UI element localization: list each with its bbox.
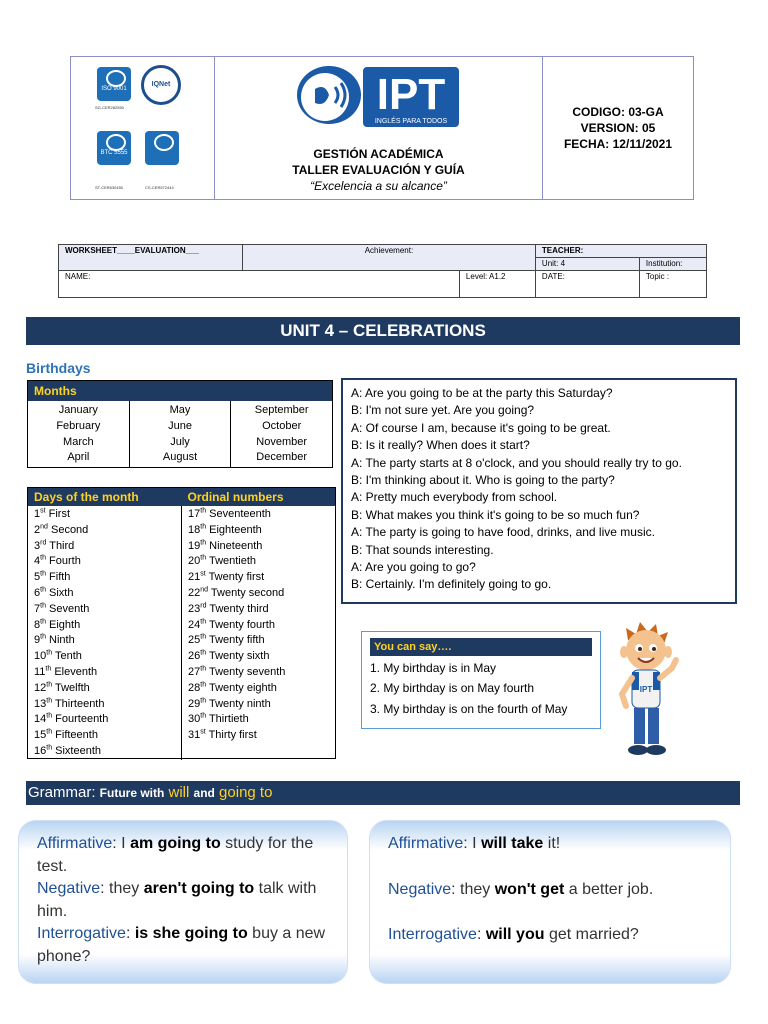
- dialog-line: B: What makes you think it's going to be so much fun?: [351, 507, 640, 522]
- ordinal-number: 3: [34, 539, 41, 552]
- ordinal-word: Twentieth: [208, 555, 257, 568]
- ordinal-suffix: st: [40, 507, 46, 515]
- example-text: : I: [463, 835, 482, 852]
- ordinal-suffix: th: [46, 696, 53, 704]
- ordinal-suffix: th: [40, 617, 46, 625]
- months-table: [27, 380, 333, 468]
- say-line: 2. My birthday is on May fourth: [370, 681, 535, 696]
- ordinal-word: Twenty fifth: [208, 634, 265, 647]
- ordinal-number: 18: [188, 523, 201, 536]
- ordinal-row: [34, 744, 181, 760]
- ordinal-suffix: nd: [40, 523, 48, 531]
- ordinal-suffix: rd: [40, 538, 47, 546]
- say-line: 1. My birthday is in May: [370, 661, 497, 675]
- going-to-examples-box: [18, 820, 348, 984]
- example-text: study for the test.: [37, 835, 314, 875]
- ordinal-word: Fifth: [49, 571, 71, 584]
- example-text: : they: [451, 880, 495, 898]
- ordinal-suffix: th: [200, 712, 207, 720]
- ordinals-header: [28, 488, 335, 506]
- months-column: [130, 401, 232, 467]
- months-column: [28, 401, 130, 467]
- month-name: June: [168, 419, 192, 432]
- ordinal-word: Twenty fourth: [208, 618, 275, 631]
- ordinal-suffix: th: [46, 649, 53, 657]
- example-bold: won't get: [494, 880, 565, 898]
- ordinals-grid: [28, 506, 335, 760]
- ordinal-suffix: th: [200, 538, 207, 546]
- ordinal-suffix: th: [200, 665, 207, 673]
- month-name: February: [56, 419, 101, 432]
- ordinal-word: Twenty seventh: [208, 665, 286, 678]
- ordinal-suffix: th: [40, 633, 46, 641]
- ordinal-word: Eleventh: [54, 665, 98, 678]
- affirmative-label: Affirmative: [388, 835, 464, 852]
- ordinal-row: [34, 618, 181, 634]
- example-text: talk with him.: [37, 880, 317, 920]
- ordinal-number: 10: [34, 650, 47, 663]
- dialog-box: [341, 378, 737, 604]
- mascot-shirt-text: IPT: [639, 685, 653, 694]
- ordinal-number: 12: [34, 681, 47, 694]
- ordinal-number: 24: [188, 618, 201, 631]
- ordinal-word: Twenty sixth: [208, 650, 270, 663]
- ordinal-word: Twenty ninth: [208, 697, 271, 710]
- icontec-iso-logo: [97, 67, 131, 101]
- months-grid: [28, 401, 332, 467]
- ordinal-word: Eighth: [49, 618, 81, 631]
- header-slogan: “Excelencia a su alcance”: [310, 179, 447, 193]
- document-codes: [543, 57, 693, 199]
- ordinal-row: [188, 618, 335, 634]
- ordinal-word: Sixth: [49, 586, 74, 599]
- ordinal-word: Fifteenth: [55, 729, 98, 742]
- ordinal-word: Eighteenth: [209, 523, 262, 536]
- institution-field[interactable]: Institution:: [639, 258, 706, 271]
- month-name: September: [254, 404, 309, 416]
- ordinal-number: 2: [34, 523, 41, 536]
- ordinal-row: [188, 633, 335, 649]
- header-line-1: GESTIÓN ACADÉMICA: [313, 147, 444, 161]
- ordinal-row: [188, 697, 335, 713]
- ordinal-word: Seventh: [49, 602, 90, 615]
- achievement-field[interactable]: Achievement:: [243, 245, 536, 271]
- grammar-label: Grammar:: [28, 784, 96, 801]
- ordinal-row: [34, 728, 181, 744]
- ordinal-word: Thirteenth: [54, 697, 105, 710]
- birthdays-heading: Birthdays: [26, 360, 91, 376]
- month-name: January: [58, 404, 98, 416]
- ordinal-row: [188, 728, 335, 744]
- worksheet-field[interactable]: WORKSHEET____EVALUATION___: [59, 245, 243, 271]
- ordinal-suffix: th: [200, 554, 207, 562]
- grammar-will: will: [168, 784, 190, 801]
- affirmative-example: [388, 833, 712, 856]
- cert-caption: BTC 5555: [100, 150, 128, 156]
- ordinal-row: [34, 586, 181, 602]
- negative-example: [388, 879, 712, 902]
- ordinal-row: [188, 523, 335, 539]
- header-center: [215, 57, 543, 199]
- ordinal-row: [34, 539, 181, 555]
- header-line-2: TALLER EVALUACIÓN Y GUÍA: [292, 163, 465, 177]
- ordinal-word: Twenty first: [208, 571, 265, 584]
- example-text: get married?: [544, 926, 639, 943]
- cert-code: CS-CER572444: [145, 185, 174, 190]
- ordinal-row: [188, 554, 335, 570]
- ordinal-suffix: th: [45, 665, 52, 673]
- month-name: August: [162, 451, 198, 464]
- example-bold: is she going to: [134, 925, 248, 942]
- ordinal-number: 1: [34, 508, 41, 520]
- dialog-line: A: Pretty much everybody from school.: [351, 490, 558, 505]
- ordinal-suffix: st: [200, 728, 206, 736]
- dialog-line: A: Are you going to go?: [351, 560, 476, 575]
- dialog-line: B: Certainly. I'm definitely going to go.: [351, 577, 552, 592]
- interrogative-label: Interrogative: [388, 926, 477, 943]
- example-text: :: [476, 926, 486, 943]
- icontec-ntc-logo: [97, 131, 131, 165]
- ordinal-suffix: st: [200, 570, 206, 578]
- ordinal-number: 26: [188, 650, 201, 663]
- ordinal-suffix: th: [40, 570, 46, 578]
- ordinal-number: 14: [34, 713, 47, 726]
- ordinal-suffix: th: [46, 712, 53, 720]
- ordinal-word: Seventeenth: [209, 508, 271, 520]
- cert-code: SG-CER282550: [95, 105, 124, 110]
- month-name: October: [262, 419, 302, 432]
- grammar-and: and: [193, 786, 215, 800]
- ordinals-table: [27, 487, 336, 759]
- cert-code: ST-CER630450: [95, 185, 124, 190]
- ordinal-row: [188, 586, 335, 602]
- ordinal-numbers-header: Ordinal numbers: [187, 490, 284, 504]
- ordinal-number: 15: [34, 729, 47, 742]
- example-bold: aren't going to: [143, 880, 255, 897]
- icontec-services-logo: [145, 131, 179, 165]
- ordinal-word: Fourteenth: [55, 713, 109, 726]
- ordinal-row: [34, 697, 181, 713]
- ordinal-number: 5: [34, 571, 41, 584]
- example-text: buy a new phone?: [37, 925, 326, 965]
- ordinal-word: Nineteenth: [209, 539, 263, 552]
- dialog-line: A: Of course I am, because it's going to be great.: [351, 420, 611, 435]
- ipt-logo: [295, 65, 463, 129]
- ordinal-suffix: th: [200, 507, 207, 515]
- example-text: : I: [112, 835, 131, 852]
- ordinal-word: Fourth: [49, 555, 81, 568]
- teacher-field[interactable]: TEACHER:: [535, 245, 706, 258]
- cert-caption: ISO 9001: [101, 86, 127, 92]
- ordinal-row: [188, 602, 335, 618]
- ordinal-word: Third: [49, 539, 75, 552]
- ordinal-row: [34, 602, 181, 618]
- ordinal-number: 29: [188, 697, 201, 710]
- interrogative-example: [388, 924, 712, 947]
- days-of-month-header: Days of the month: [34, 490, 139, 504]
- ordinal-word: Tenth: [54, 650, 82, 663]
- ordinal-suffix: th: [40, 602, 46, 610]
- ordinal-suffix: th: [200, 633, 207, 641]
- ordinal-row: [34, 633, 181, 649]
- grammar-going-to: going to: [219, 784, 273, 801]
- ordinal-number: 22: [188, 586, 201, 599]
- ordinal-number: 25: [188, 634, 201, 647]
- ordinal-row: [188, 507, 335, 523]
- example-bold: am going to: [130, 835, 221, 852]
- ordinal-suffix: th: [200, 649, 207, 657]
- ordinal-number: 4: [34, 555, 41, 568]
- ordinal-row: [34, 507, 181, 523]
- dialog-line: B: Is it really? When does it start?: [351, 438, 530, 453]
- month-name: May: [169, 404, 191, 416]
- ordinal-word: Twelfth: [54, 681, 90, 694]
- ordinal-number: 9: [34, 634, 41, 647]
- ordinal-word: Second: [50, 523, 89, 536]
- ordinal-row: [188, 681, 335, 697]
- ordinal-word: Twenty eighth: [208, 681, 277, 694]
- ordinal-row: [34, 649, 181, 665]
- mascot-boy-illustration: [608, 620, 686, 760]
- ordinal-row: [34, 665, 181, 681]
- ordinal-number: 7: [34, 602, 41, 615]
- dialog-line: B: I'm thinking about it. Who is going to the party?: [351, 473, 615, 488]
- ordinal-row: [188, 570, 335, 586]
- ordinal-suffix: th: [46, 681, 53, 689]
- ordinal-suffix: th: [40, 586, 46, 594]
- ordinal-suffix: nd: [200, 586, 209, 594]
- ordinal-suffix: th: [40, 554, 46, 562]
- affirmative-example: [37, 833, 329, 878]
- ipt-tagline: INGLÉS PARA TODOS: [374, 118, 448, 125]
- month-name: April: [67, 451, 90, 464]
- ordinal-word: Thirty first: [208, 729, 257, 742]
- ordinal-row: [188, 649, 335, 665]
- ipt-logo-text: IPT: [376, 70, 446, 119]
- example-bold: will take: [481, 835, 544, 852]
- ordinal-number: 28: [188, 681, 201, 694]
- ordinal-word: Twenty second: [210, 586, 285, 599]
- ordinal-word: Ninth: [49, 634, 75, 647]
- months-header: Months: [28, 381, 332, 401]
- example-text: a better job.: [564, 880, 654, 898]
- codigo: CODIGO: 03-GA: [572, 105, 664, 119]
- ordinal-number: 21: [188, 571, 201, 584]
- ordinals-left-column: [28, 506, 182, 760]
- iqnet-label: IQNet: [151, 81, 171, 88]
- grammar-banner: [26, 781, 740, 805]
- you-can-say-header: You can say….: [370, 638, 592, 656]
- ordinal-row: [188, 712, 335, 728]
- document-header: [70, 56, 694, 200]
- negative-example: [37, 878, 329, 923]
- unit-title-banner: UNIT 4 – CELEBRATIONS: [26, 317, 740, 345]
- ordinal-row: [34, 712, 181, 728]
- example-text: it!: [543, 835, 561, 852]
- ordinal-row: [34, 523, 181, 539]
- interrogative-example: [37, 923, 329, 968]
- ordinal-suffix: th: [200, 617, 207, 625]
- dialog-line: B: That sounds interesting.: [351, 542, 494, 557]
- ordinal-suffix: th: [200, 696, 207, 704]
- ordinal-number: 30: [188, 713, 201, 726]
- dialog-line: B: I'm not sure yet. Are you going?: [351, 403, 535, 418]
- month-name: July: [170, 435, 190, 448]
- ordinal-row: [34, 681, 181, 697]
- fecha: FECHA: 12/11/2021: [563, 137, 673, 151]
- interrogative-label: Interrogative: [37, 925, 126, 942]
- month-name: March: [63, 435, 94, 448]
- ordinal-word: Thirtieth: [208, 713, 249, 726]
- negative-label: Negative: [388, 880, 452, 898]
- ordinal-number: 19: [188, 539, 201, 552]
- dialog-line: A: Are you going to be at the party this Saturday?: [351, 386, 613, 400]
- name-field[interactable]: NAME:: [59, 271, 460, 298]
- will-examples-box: [369, 820, 731, 984]
- example-bold: will you: [485, 926, 545, 943]
- ordinal-word: Twenty third: [209, 602, 269, 615]
- level-field[interactable]: Level: A1.2: [459, 271, 535, 298]
- months-column: [231, 401, 332, 467]
- ordinal-row: [34, 554, 181, 570]
- month-name: December: [256, 451, 308, 464]
- version: VERSION: 05: [580, 121, 656, 135]
- ordinal-row: [188, 539, 335, 555]
- ordinal-number: 13: [34, 697, 47, 710]
- date-field[interactable]: DATE:: [535, 271, 639, 298]
- you-can-say-box: [361, 631, 601, 729]
- ordinals-right-column: [182, 506, 335, 760]
- ordinal-number: 31: [188, 729, 201, 742]
- ordinal-number: 8: [34, 618, 41, 631]
- affirmative-label: Affirmative: [37, 835, 113, 852]
- ordinal-number: 11: [34, 665, 46, 678]
- certification-logos: [71, 57, 215, 199]
- ordinal-number: 17: [188, 508, 201, 520]
- ordinal-number: 27: [188, 665, 201, 678]
- ordinal-suffix: th: [46, 728, 53, 736]
- month-name: November: [256, 435, 308, 448]
- ordinal-row: [34, 570, 181, 586]
- ordinal-word: Sixteenth: [55, 744, 102, 757]
- grammar-text: Future with: [99, 786, 165, 800]
- worksheet-info-table: [58, 244, 707, 298]
- ordinal-suffix: rd: [200, 602, 207, 610]
- iqnet-logo: [141, 65, 181, 105]
- ordinal-number: 16: [34, 744, 47, 757]
- ordinal-number: 6: [34, 586, 41, 599]
- topic-field[interactable]: Topic :: [639, 271, 706, 298]
- ordinal-suffix: th: [46, 744, 53, 752]
- dialog-line: A: The party is going to have food, drinks, and live music.: [351, 525, 655, 540]
- example-text: :: [125, 925, 135, 942]
- ordinal-row: [188, 665, 335, 681]
- unit-field[interactable]: Unit: 4: [535, 258, 639, 271]
- say-line: 3. My birthday is on the fourth of May: [370, 701, 568, 716]
- ordinal-suffix: th: [200, 523, 207, 531]
- negative-label: Negative: [37, 880, 101, 897]
- example-text: : they: [100, 880, 144, 897]
- ordinal-suffix: th: [200, 681, 207, 689]
- ordinal-word: First: [48, 508, 71, 520]
- ordinal-number: 23: [188, 602, 201, 615]
- ordinal-number: 20: [188, 555, 201, 568]
- dialog-line: A: The party starts at 8 o'clock, and you should really try to go.: [351, 455, 682, 470]
